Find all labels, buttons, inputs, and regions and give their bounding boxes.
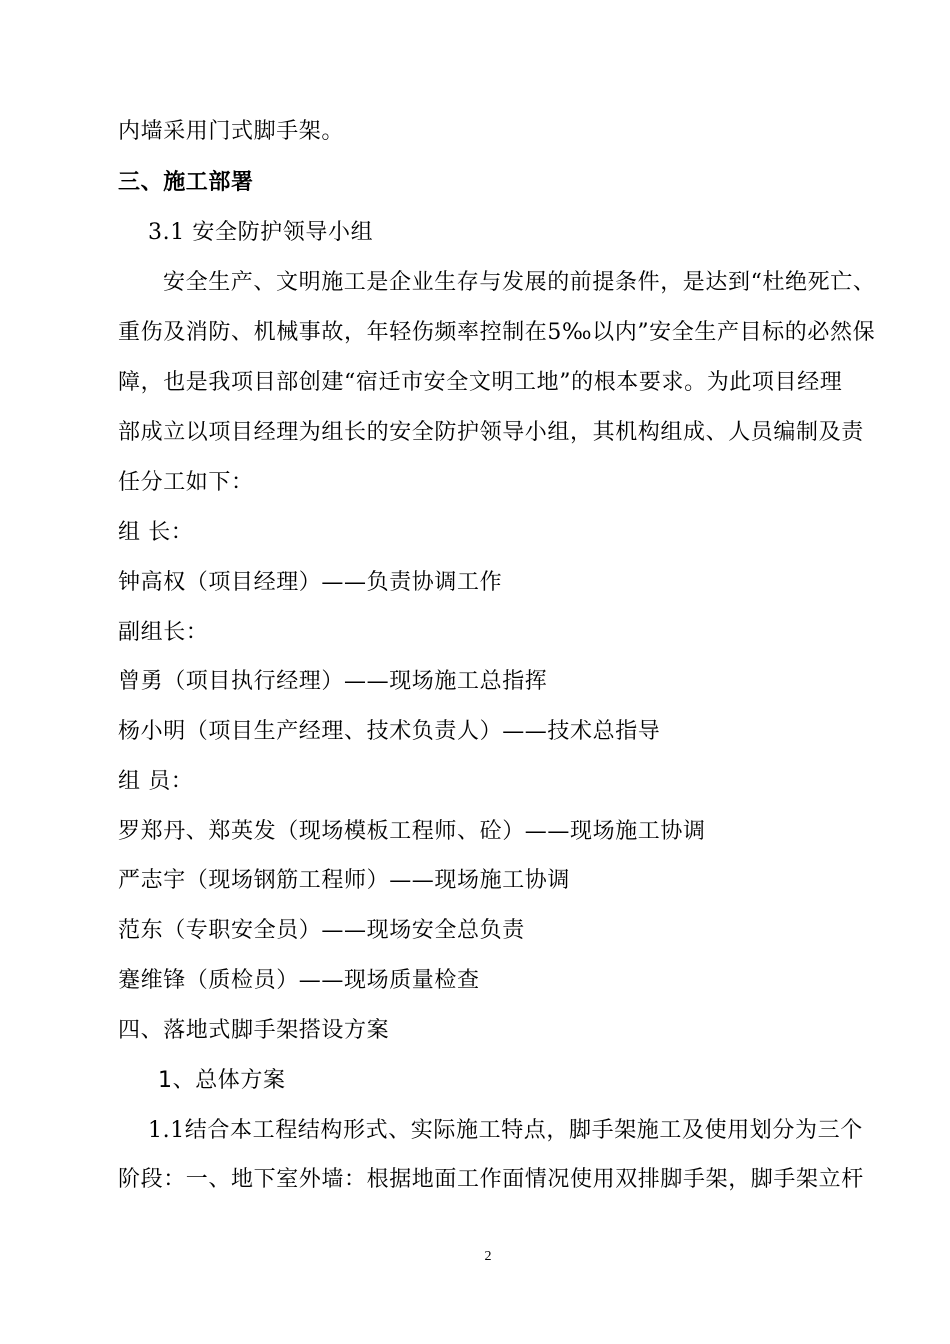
member-line: 蹇维锋（质检员）——现场质量检查 bbox=[118, 968, 480, 993]
paragraph-line: 重伤及消防、机械事故，年轻伤频率控制在5‰以内”安全生产目标的必然保 bbox=[118, 320, 876, 345]
section-heading: 三、施工部署 bbox=[118, 170, 254, 195]
role-label: 副组长： bbox=[118, 620, 209, 645]
member-line: 严志宇（现场钢筋工程师）——现场施工协调 bbox=[118, 868, 571, 893]
page-number: 2 bbox=[484, 1249, 492, 1264]
paragraph-line: 障，也是我项目部创建“宿迁市安全文明工地”的根本要求。为此项目经理 bbox=[118, 370, 843, 395]
paragraph-line: 内墙采用门式脚手架。 bbox=[118, 119, 345, 144]
member-line: 罗郑丹、郑英发（现场模板工程师、砼）——现场施工协调 bbox=[118, 819, 706, 844]
paragraph-line: 安全生产、文明施工是企业生存与发展的前提条件，是达到“杜绝死亡、 bbox=[163, 270, 876, 295]
member-line: 范东（专职安全员）——现场安全总负责 bbox=[118, 918, 525, 943]
paragraph-line: 任分工如下： bbox=[118, 470, 254, 495]
paragraph-line: 1.1结合本工程结构形式、实际施工特点，脚手架施工及使用划分为三个 bbox=[148, 1118, 863, 1143]
subsection-heading: 1、总体方案 bbox=[158, 1068, 286, 1093]
member-line: 杨小明（项目生产经理、技术负责人）——技术总指导 bbox=[118, 719, 661, 744]
paragraph-line: 部成立以项目经理为组长的安全防护领导小组，其机构组成、人员编制及责 bbox=[118, 420, 864, 445]
section-heading: 四、落地式脚手架搭设方案 bbox=[118, 1018, 390, 1043]
member-line: 曾勇（项目执行经理）——现场施工总指挥 bbox=[118, 669, 548, 694]
paragraph-line: 阶段：一、地下室外墙：根据地面工作面情况使用双排脚手架，脚手架立杆 bbox=[118, 1167, 864, 1192]
role-label: 组 长： bbox=[118, 520, 194, 545]
member-line: 钟高权（项目经理）——负责协调工作 bbox=[118, 570, 503, 595]
role-label: 组 员： bbox=[118, 769, 194, 794]
subsection-heading: 3.1 安全防护领导小组 bbox=[148, 220, 374, 245]
